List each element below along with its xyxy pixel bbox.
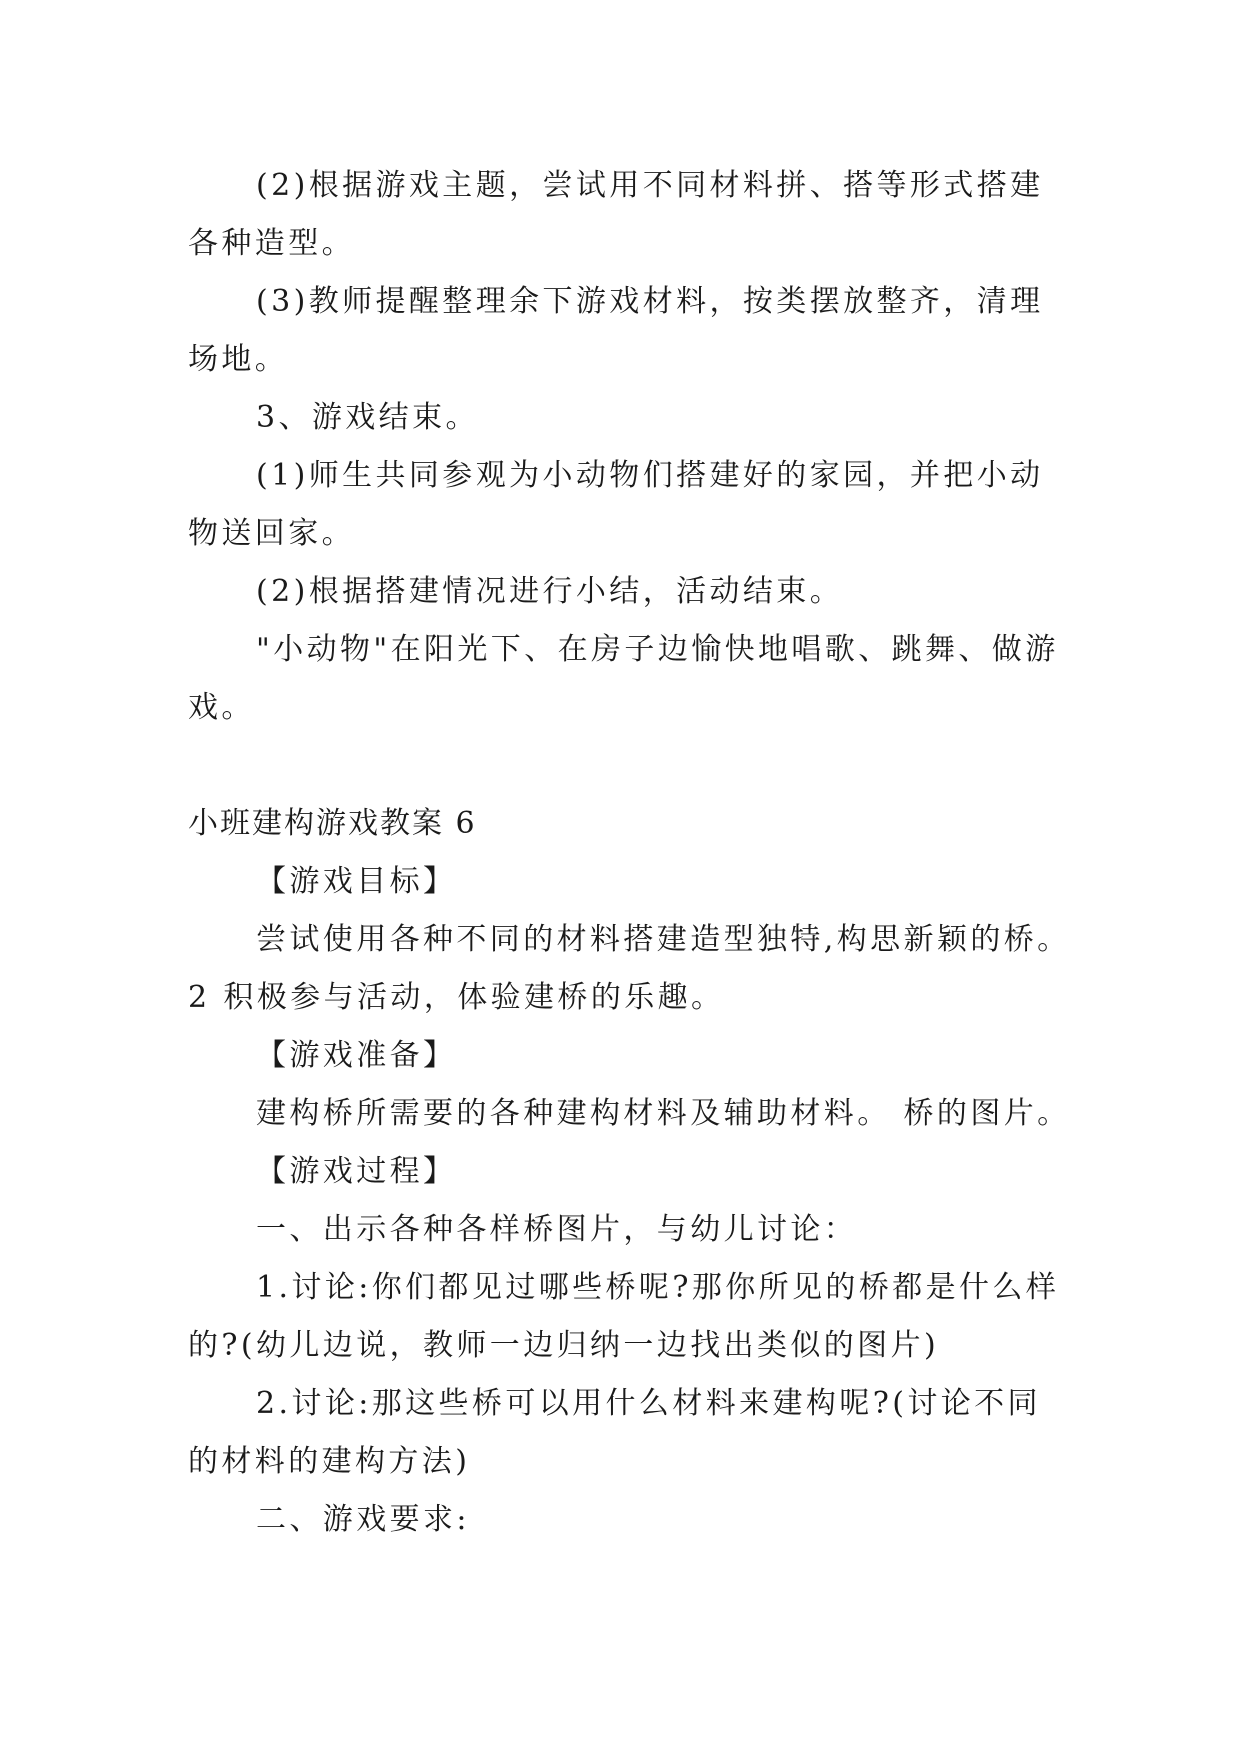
paragraph-line: 2.讨论:那这些桥可以用什么材料来建构呢?(讨论不同 <box>256 1386 1041 1421</box>
paragraph-line: 的?(幼儿边说，教师一边归纳一边找出类似的图片) <box>188 1328 940 1363</box>
paragraph-line: "小动物"在阳光下、在房子边愉快地唱歌、跳舞、做游 <box>256 632 1059 667</box>
section-heading-prep: 【游戏准备】 <box>256 1038 457 1073</box>
paragraph-line: (2)根据搭建情况进行小结，活动结束。 <box>256 574 844 609</box>
paragraph-line: (1)师生共同参观为小动物们搭建好的家园，并把小动 <box>256 458 1044 493</box>
step-heading: 3、游戏结束。 <box>256 400 479 435</box>
paragraph-line: 戏。 <box>188 690 255 725</box>
paragraph-line: (2)根据游戏主题，尝试用不同材料拼、搭等形式搭建 <box>256 168 1044 203</box>
paragraph-line: 建构桥所需要的各种建构材料及辅助材料。 桥的图片。 <box>256 1096 1071 1131</box>
paragraph-line: 1.讨论:你们都见过哪些桥呢?那你所见的桥都是什么样 <box>256 1270 1060 1305</box>
section-heading-process: 【游戏过程】 <box>256 1154 457 1189</box>
paragraph-line: 各种造型。 <box>188 226 355 261</box>
paragraph-line: 二、游戏要求: <box>256 1502 470 1537</box>
paragraph-line: 的材料的建构方法) <box>188 1444 471 1479</box>
paragraph-line: 尝试使用各种不同的材料搭建造型独特,构思新颖的桥。 <box>256 922 1071 957</box>
paragraph-line: (3)教师提醒整理余下游戏材料，按类摆放整齐，清理 <box>256 284 1044 319</box>
lesson-title: 小班建构游戏教案 6 <box>188 806 477 841</box>
paragraph-line: 一、出示各种各样桥图片，与幼儿讨论： <box>256 1212 858 1247</box>
paragraph-line: 物送回家。 <box>188 516 355 551</box>
paragraph-line: 2 积极参与活动，体验建桥的乐趣。 <box>188 980 725 1015</box>
section-heading-goal: 【游戏目标】 <box>256 864 457 899</box>
paragraph-line: 场地。 <box>188 342 289 377</box>
